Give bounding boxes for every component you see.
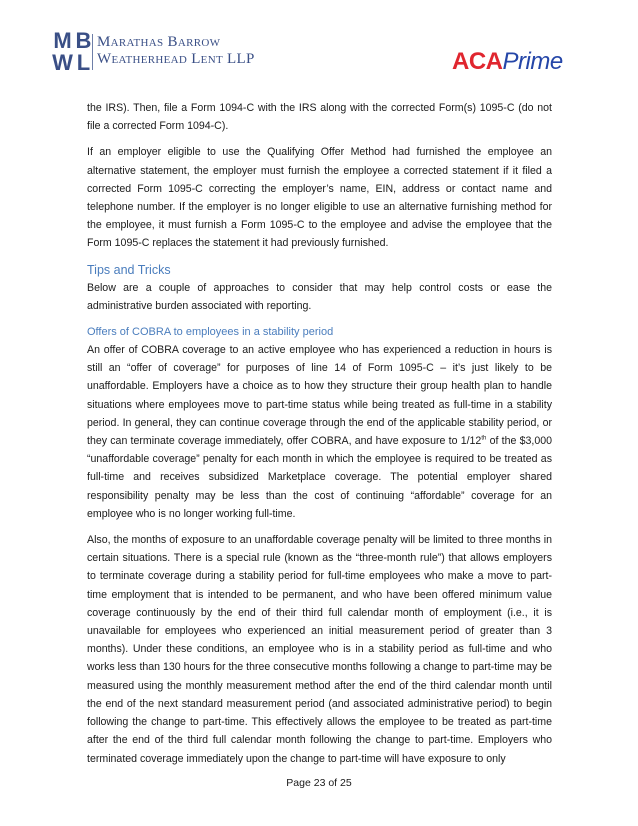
mbwl-logo [52,30,93,74]
paragraph-cobra-part2: of the $3,000 “unaffordable coverage” penalty for each month in which the employee is required to be treated as full-time and receives subsidized Marketplace coverage. The potential employer shared responsibility penalty may be less than the cost of continuing “affordable” coverage for an employee who is no longer working full-time. [87,435,552,520]
logo-divider [92,34,93,70]
paragraph-three-month-rule: Also, the months of exposure to an unaffordable coverage penalty will be limited to three months in certain situations. There is a special rule (known as the “three-month rule”) that allows employers to terminate coverage during a stability period for full-time employees who make a move to part-time employment that is intended to be permanent, and who have been offered minimum value coverage continuously by the end of their third full calendar month of employment (i.e., it is unavailable for employees who experienced an initial measurement period of greater than 3 months). Under these conditions, an employee who is in a stability period as full-time and who works less than 130 hours for the three consecutive months following a change to part-time may be measured using the monthly measurement method after the end of the third calendar month until the end of the next standard measurement period (and associated administrative period) to begin following the change to part-time. This effectively allows the employee to be treated as part-time after the end of the third full calendar month following the change to part-time. Employers who terminated coverage immediately upon the change to part-time will have exposure to only [87,534,552,765]
paragraph-qualifying-offer: If an employer eligible to use the Qualifying Offer Method had furnished the employee an alternative statement, the employer must furnish the employee a corrected statement if it filed a corrected Form 1095-C correcting the employer’s name, EIN, address or contact name and telephone number. If the employer is no longer eligible to use an alternative furnishing method for the employee, it must furnish a Form 1095-C to the employee and advise the employee that the Form 1095-C replaces the statement it had previously furnished. [87,146,552,250]
paragraph-tips-intro: Below are a couple of approaches to consider that may help control costs or ease the administrative burden associated with reporting. [87,281,552,312]
heading-cobra-offers: Offers of COBRA to employees in a stability period [87,326,334,339]
ordinal-superscript: th [481,435,487,442]
paragraph-cobra-part1: An offer of COBRA coverage to an active employee who has experienced a reduction in hours is still an “offer of coverage” for purposes of line 14 of Form 1095-C – it’s just likely to be unaffordable. Employers have a choice as to how they structure their group health plan to handle situations where employees move to part-time status while being treated as full-time in a stability period. In general, they can continue coverage through the end of the applicable stability period, or they can terminate coverage immediately, offer COBRA, and have exposure to 1/12 [87,344,552,448]
logo-letter-b: B [75,28,91,53]
firm-name [97,34,255,68]
logo-letter-m: M [53,28,71,53]
paragraph-corrected-forms: the IRS). Then, file a Form 1094-C with the IRS along with the corrected Form(s) 1095-C (do not file a corrected Form 1094-C). [87,102,552,133]
document-body [87,99,552,776]
prime-logo-text: Prime [502,48,563,75]
aca-prime-logo [452,48,563,76]
firm-name-line1: Marathas Barrow [97,34,221,50]
page-number: Page 23 of 25 [286,777,352,789]
logo-letter-w: W [52,50,72,75]
logo-letter-l: L [76,50,90,75]
paragraph-cobra [87,341,552,523]
page-header [0,0,638,90]
firm-name-line2: Weatherhead Lent LLP [97,51,255,67]
heading-tips-and-tricks: Tips and Tricks [87,262,171,277]
aca-logo-text: ACA [452,48,503,75]
